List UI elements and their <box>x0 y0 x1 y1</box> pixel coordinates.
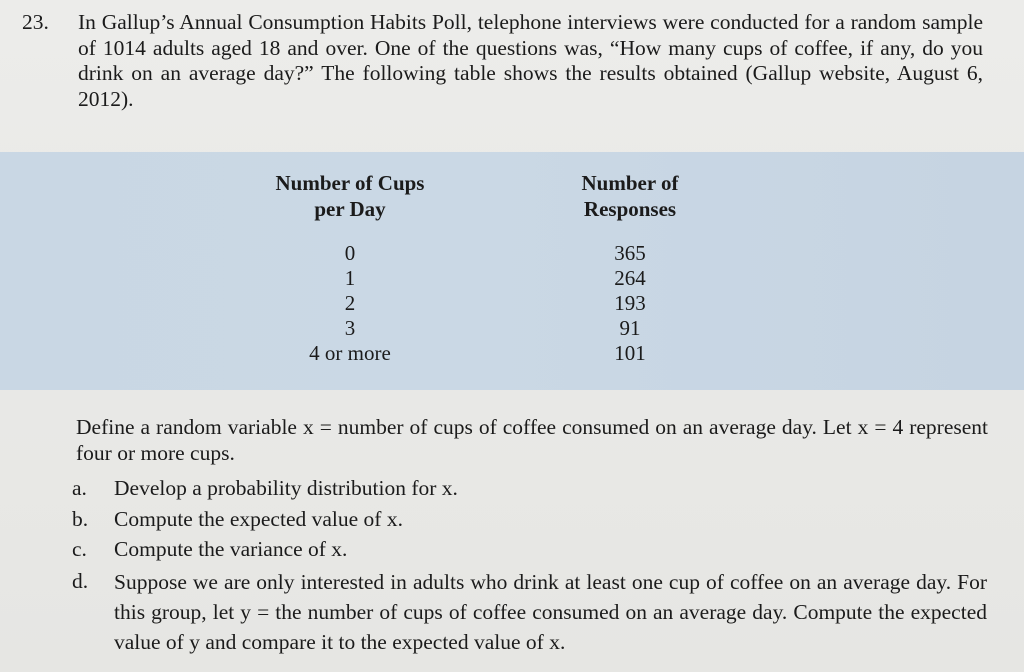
question-text: Compute the variance of x. <box>114 537 348 561</box>
table-header-cups-line1: Number of Cups <box>275 171 425 195</box>
question-letter: d. <box>72 569 89 593</box>
table-header-cups <box>250 170 450 222</box>
table-cell-responses: 365 <box>614 241 646 265</box>
table-cell-cups: 0 <box>344 241 356 265</box>
table-cell-cups: 2 <box>344 291 356 315</box>
question-d <box>72 567 987 663</box>
table-cell-cups: 4 or more <box>309 341 391 365</box>
table-cell-responses: 264 <box>614 266 646 290</box>
question-letter: b. <box>72 507 89 531</box>
table-cell-responses: 91 <box>619 316 641 340</box>
question-text: Suppose we are only interested in adults who drink at least one cup of coffee on an average day. For this group, let y = the number of cups of coffee consumed on an average day. Compute the expected value of y and compare it to the expected value of x. <box>114 570 987 654</box>
table-cell-cups: 3 <box>344 316 356 340</box>
problem-intro: In Gallup’s Annual Consumption Habits Poll, telephone interviews were conducted for a random sample of 1014 adults aged 18 and over. One of the questions was, “How many cups of coffee, if any, do you drink on an average day?” The following table shows the results obtained (Gallup website, August 6, 2012). <box>78 10 983 111</box>
question-text: Develop a probability distribution for x. <box>114 476 458 500</box>
question-c <box>72 535 987 564</box>
table-column-cups <box>250 241 450 366</box>
question-letter: a. <box>72 476 87 500</box>
question-letter: c. <box>72 537 87 561</box>
table-cell-cups: 1 <box>344 266 356 290</box>
question-text: Compute the expected value of x. <box>114 507 403 531</box>
table-header-cups-line2: per Day <box>314 197 386 221</box>
table-header-responses <box>530 170 730 222</box>
table-cell-responses: 193 <box>614 291 646 315</box>
problem-number: 23. <box>22 10 49 34</box>
table-column-responses <box>530 241 730 366</box>
variable-definition: Define a random variable x = number of cups of coffee consumed on an average day. Let x = 4 represent four or more cups. <box>76 415 988 465</box>
data-table-background <box>0 152 1024 390</box>
table-header-responses-line2: Responses <box>583 197 677 221</box>
question-a <box>72 474 987 503</box>
table-cell-responses: 101 <box>614 341 646 365</box>
question-b <box>72 505 987 534</box>
table-header-responses-line1: Number of <box>581 171 679 195</box>
